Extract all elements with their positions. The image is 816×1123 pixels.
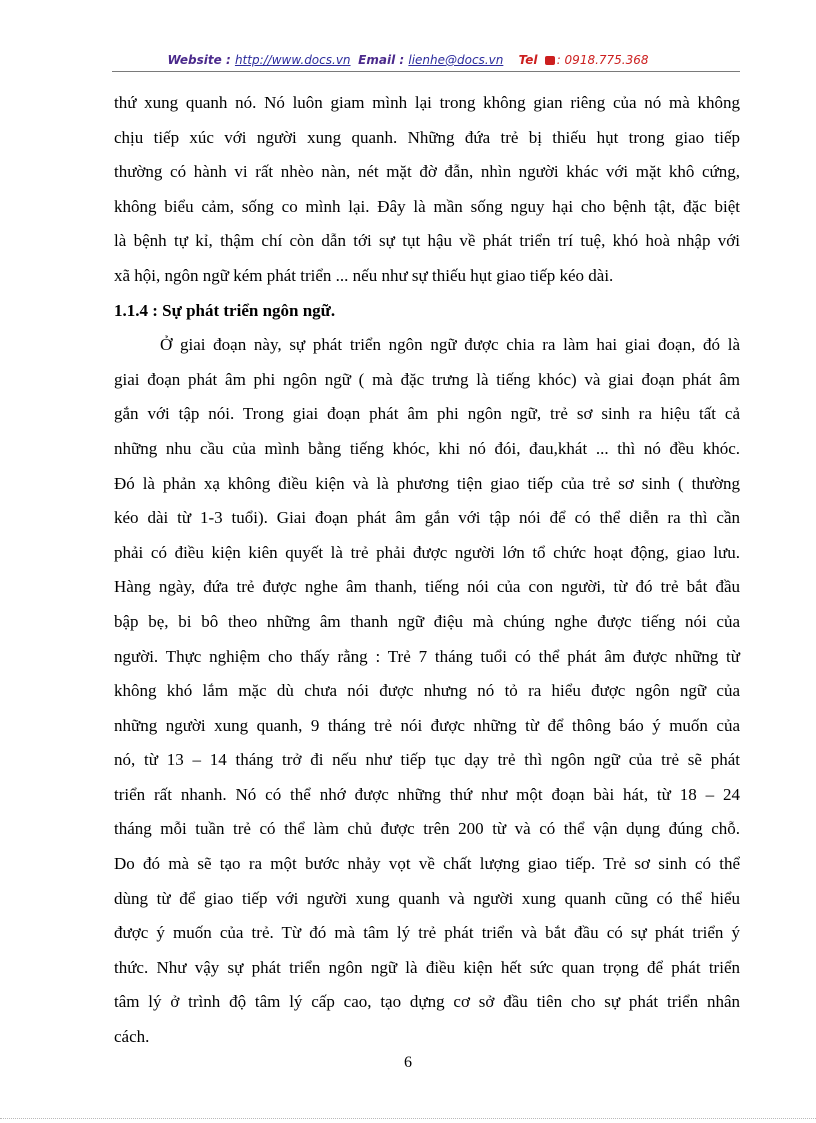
text-line: không khó lắm mặc dù chưa nói được nhưng nó tỏ ra hiểu được ngôn ngữ của [114, 681, 740, 701]
text-line: Ở giai đoạn này, sự phát triển ngôn ngữ được chia ra làm hai giai đoạn, đó là [160, 335, 740, 355]
website-link[interactable]: http://www.docs.vn [234, 53, 351, 67]
text-line: Đó là phản xạ không điều kiện và là phương tiện giao tiếp của trẻ sơ sinh ( thường [114, 473, 740, 493]
text-line: tháng mỗi tuần trẻ có thể làm chủ được trên 200 từ và có thể vận dụng đúng chỗ. [114, 819, 740, 839]
text-line: gắn với tập nói. Trong giai đoạn phát âm phi ngôn ngữ, trẻ sơ sinh ra hiệu tất cả [114, 404, 740, 424]
text-line: cách. [114, 1027, 150, 1047]
text-line: Hàng ngày, đứa trẻ được nghe âm thanh, tiếng nói của con người, từ đó trẻ bắt đầu [114, 577, 740, 597]
text-line: triển rất nhanh. Nó có thể nhớ được những thứ như một đoạn bài hát, từ 18 – 24 [114, 784, 740, 804]
text-line: thường có hành vi rất nhèo nàn, nét mặt đờ đẫn, nhìn người khác với mặt khô cứng, [114, 162, 740, 182]
text-line: Do đó mà sẽ tạo ra một bước nhảy vọt về chất lượng giao tiếp. Trẻ sơ sinh có thể [114, 854, 740, 874]
page-bottom-divider [0, 1118, 816, 1119]
header-rule [112, 71, 740, 72]
text-line: những người xung quanh, 9 tháng trẻ nói được những từ để thông báo ý muốn của [114, 715, 740, 735]
text-line: người. Thực nghiệm cho thấy rằng : Trẻ 7 tháng tuổi có thể phát âm được những từ [114, 646, 740, 666]
website-label: Website : [167, 53, 235, 67]
email-label: Email : [358, 53, 409, 67]
text-line: chịu tiếp xúc với người xung quanh. Những đứa trẻ bị thiếu hụt trong giao tiếp [114, 127, 740, 147]
text-line: dùng từ để giao tiếp với người xung quanh và người xung quanh cũng có thể hiểu [114, 888, 740, 908]
text-line: nó, từ 13 – 14 tháng trở đi nếu như tiếp tục dạy trẻ thì ngôn ngữ của trẻ sẽ phát [114, 750, 740, 770]
phone-icon [545, 56, 555, 65]
email-link[interactable]: lienhe@docs.vn [408, 53, 504, 67]
tel-number: : 0918.775.368 [556, 53, 649, 67]
page-header [0, 50, 816, 70]
tel-label: Tel [518, 53, 542, 67]
text-line: xã hội, ngôn ngữ kém phát triển ... nếu như sự thiếu hụt giao tiếp kéo dài. [114, 265, 614, 285]
text-line: bập bẹ, bi bô theo những âm thanh ngữ điệu mà chúng nghe được tiếng nói của [114, 611, 740, 631]
text-line: được ý muốn của trẻ. Từ đó mà tâm lý trẻ phát triển và bắt đầu có sự phát triển ý [114, 923, 740, 943]
text-line: kéo dài từ 1-3 tuổi). Giai đoạn phát âm gắn với tập nói để có thể diễn ra thì cần [114, 508, 740, 528]
text-line: tâm lý ở trình độ tâm lý cấp cao, tạo dựng cơ sở đầu tiên cho sự phát triển nhân [114, 992, 740, 1012]
text-line: thứ xung quanh nó. Nó luôn giam mình lại trong không gian riêng của nó mà không [114, 93, 740, 112]
section-heading: 1.1.4 : Sự phát triển ngôn ngữ. [114, 300, 336, 320]
text-line: là bệnh tự kỉ, thậm chí còn dẫn tới sự tụt hậu về phát triển trí tuệ, khó hoà nhập với [114, 231, 740, 251]
text-line: những nhu cầu của mình bằng tiếng khóc, khi nó đói, đau,khát ... thì nó đều khóc. [114, 438, 740, 458]
text-line: không biểu cảm, sống co mình lại. Đây là mần sống nguy hại cho bệnh tật, đặc biệt [114, 196, 740, 216]
text-line: thức. Như vậy sự phát triển ngôn ngữ là điều kiện hết sức quan trọng để phát triển [114, 957, 740, 977]
page-number: 6 [404, 1054, 412, 1071]
body-text [114, 86, 740, 1055]
text-line: phải có điều kiện kiên quyết là trẻ phải được người lớn tổ chức hoạt động, giao lưu. [114, 542, 740, 562]
text-line: giai đoạn phát âm phi ngôn ngữ ( mà đặc trưng là tiếng khóc) và giai đoạn phát âm [114, 369, 740, 389]
